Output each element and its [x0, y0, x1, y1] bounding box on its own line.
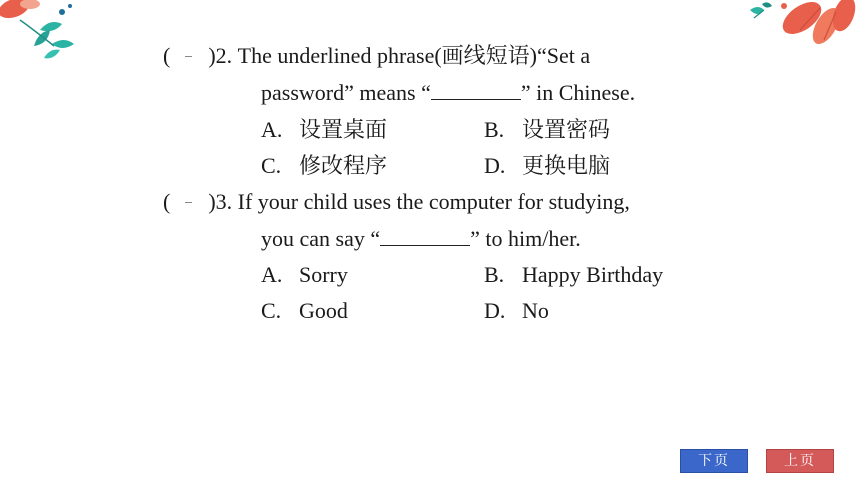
q3-option-a: [261, 262, 348, 288]
answer-paren-q3: (: [163, 189, 171, 214]
q3-option-b: [484, 262, 663, 288]
option-text: Good: [299, 298, 348, 323]
option-text: 设置桌面: [299, 117, 388, 142]
option-text: 设置密码: [522, 117, 611, 142]
question-2-blank: [431, 81, 521, 100]
question-2-line-1: [163, 43, 590, 69]
q3-option-c: [261, 298, 348, 324]
option-letter: A.: [261, 262, 283, 287]
option-letter: D.: [484, 298, 506, 323]
floral-decoration-right-icon: [740, 0, 860, 56]
option-text: 修改程序: [299, 153, 388, 178]
option-letter: C.: [261, 298, 282, 323]
answer-paren-q2: (: [163, 43, 171, 68]
option-letter: A.: [261, 117, 283, 142]
question-2-line-2: [261, 80, 635, 106]
question-3-number: )3.: [208, 189, 233, 214]
option-letter: D.: [484, 153, 506, 178]
question-2-text-line-1: The underlined phrase(画线短语)“Set a: [237, 43, 591, 68]
question-3-line-2: [261, 226, 581, 252]
question-3-text-pre: you can say “: [261, 226, 381, 251]
q2-option-d: [484, 153, 610, 179]
option-letter: C.: [261, 153, 282, 178]
q2-option-a: [261, 117, 387, 143]
question-3-text-post: ” to him/her.: [470, 226, 581, 251]
q3-option-d: [484, 298, 549, 324]
next-page-button[interactable]: 下页: [680, 449, 748, 473]
question-3-line-1: [163, 189, 630, 215]
question-3-text-line-1: If your child uses the computer for studying,: [237, 189, 630, 214]
q2-option-b: [484, 117, 610, 143]
option-letter: B.: [484, 262, 505, 287]
option-text: Sorry: [299, 262, 348, 287]
previous-page-button[interactable]: 上页: [766, 449, 834, 473]
q2-option-c: [261, 153, 387, 179]
option-letter: B.: [484, 117, 505, 142]
option-text: 更换电脑: [522, 153, 611, 178]
option-text: Happy Birthday: [522, 262, 664, 287]
option-text: No: [522, 298, 549, 323]
floral-decoration-left-icon: [0, 0, 90, 70]
question-2-text-pre: password” means “: [261, 80, 431, 105]
question-2-number: )2.: [208, 43, 233, 68]
question-3-blank: [380, 227, 470, 246]
question-2-text-post: ” in Chinese.: [520, 80, 636, 105]
